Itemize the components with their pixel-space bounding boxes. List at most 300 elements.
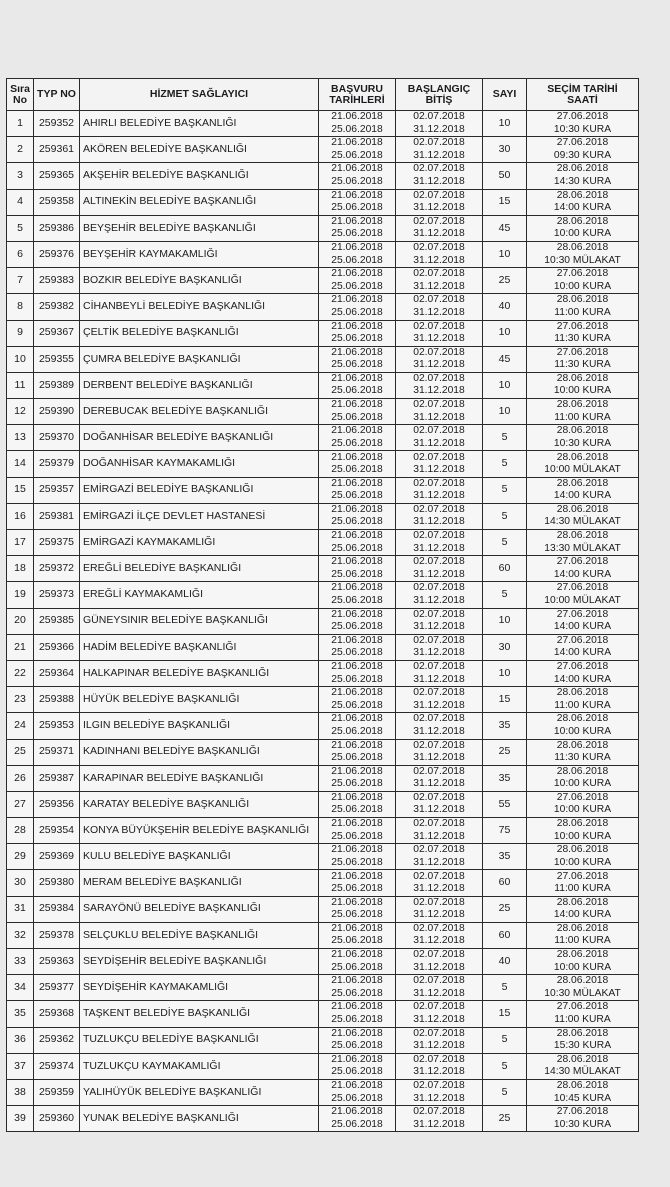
typ-number: 259367 xyxy=(34,320,80,346)
count: 10 xyxy=(483,399,527,425)
row-number: 24 xyxy=(7,713,34,739)
table-row xyxy=(7,582,639,608)
application-dates: 21.06.2018 25.06.2018 xyxy=(319,1001,396,1027)
typ-number: 259352 xyxy=(34,111,80,137)
provider-name: AKÖREN BELEDİYE BAŞKANLIĞI xyxy=(80,137,319,163)
row-number: 39 xyxy=(7,1106,34,1132)
provider-name: ALTINEKİN BELEDİYE BAŞKANLIĞI xyxy=(80,189,319,215)
row-number: 22 xyxy=(7,660,34,686)
selection-date-time: 27.06.2018 10:00 KURA xyxy=(527,268,639,294)
provider-name: CİHANBEYLİ BELEDİYE BAŞKANLIĞI xyxy=(80,294,319,320)
count: 10 xyxy=(483,608,527,634)
count: 5 xyxy=(483,975,527,1001)
count: 5 xyxy=(483,1079,527,1105)
selection-date-time: 27.06.2018 10:00 KURA xyxy=(527,791,639,817)
table-row xyxy=(7,556,639,582)
selection-date-time: 28.06.2018 11:00 KURA xyxy=(527,922,639,948)
selection-date-time: 28.06.2018 10:30 MÜLAKAT xyxy=(527,241,639,267)
application-dates: 21.06.2018 25.06.2018 xyxy=(319,582,396,608)
application-dates: 21.06.2018 25.06.2018 xyxy=(319,975,396,1001)
count: 30 xyxy=(483,634,527,660)
selection-date-time: 28.06.2018 11:30 KURA xyxy=(527,739,639,765)
start-end-dates: 02.07.2018 31.12.2018 xyxy=(396,922,483,948)
typ-number: 259384 xyxy=(34,896,80,922)
start-end-dates: 02.07.2018 31.12.2018 xyxy=(396,503,483,529)
table-row xyxy=(7,399,639,425)
typ-number: 259379 xyxy=(34,451,80,477)
count: 30 xyxy=(483,137,527,163)
start-end-dates: 02.07.2018 31.12.2018 xyxy=(396,818,483,844)
row-number: 38 xyxy=(7,1079,34,1105)
table-row xyxy=(7,294,639,320)
provider-name: BOZKIR BELEDİYE BAŞKANLIĞI xyxy=(80,268,319,294)
provider-name: GÜNEYSINIR BELEDİYE BAŞKANLIĞI xyxy=(80,608,319,634)
start-end-dates: 02.07.2018 31.12.2018 xyxy=(396,556,483,582)
selection-date-time: 28.06.2018 10:00 KURA xyxy=(527,765,639,791)
row-number: 20 xyxy=(7,608,34,634)
row-number: 7 xyxy=(7,268,34,294)
selection-date-time: 27.06.2018 14:00 KURA xyxy=(527,634,639,660)
row-number: 29 xyxy=(7,844,34,870)
start-end-dates: 02.07.2018 31.12.2018 xyxy=(396,215,483,241)
row-number: 18 xyxy=(7,556,34,582)
table-row xyxy=(7,189,639,215)
start-end-dates: 02.07.2018 31.12.2018 xyxy=(396,1027,483,1053)
col-basvuru-tarihleri: BAŞVURU TARİHLERİ xyxy=(319,79,396,111)
application-dates: 21.06.2018 25.06.2018 xyxy=(319,346,396,372)
selection-date-time: 27.06.2018 14:00 KURA xyxy=(527,660,639,686)
application-dates: 21.06.2018 25.06.2018 xyxy=(319,791,396,817)
table-row xyxy=(7,949,639,975)
table-row xyxy=(7,1106,639,1132)
row-number: 2 xyxy=(7,137,34,163)
table-row xyxy=(7,896,639,922)
application-dates: 21.06.2018 25.06.2018 xyxy=(319,818,396,844)
table-row xyxy=(7,765,639,791)
row-number: 19 xyxy=(7,582,34,608)
provider-name: AHIRLI BELEDİYE BAŞKANLIĞI xyxy=(80,111,319,137)
selection-date-time: 28.06.2018 10:00 MÜLAKAT xyxy=(527,451,639,477)
typ-number: 259366 xyxy=(34,634,80,660)
provider-name: TUZLUKÇU KAYMAKAMLIĞI xyxy=(80,1053,319,1079)
count: 5 xyxy=(483,1027,527,1053)
start-end-dates: 02.07.2018 31.12.2018 xyxy=(396,582,483,608)
row-number: 8 xyxy=(7,294,34,320)
application-dates: 21.06.2018 25.06.2018 xyxy=(319,1027,396,1053)
table-row xyxy=(7,425,639,451)
selection-date-time: 28.06.2018 14:30 MÜLAKAT xyxy=(527,1053,639,1079)
count: 35 xyxy=(483,844,527,870)
start-end-dates: 02.07.2018 31.12.2018 xyxy=(396,634,483,660)
selection-date-time: 28.06.2018 14:00 KURA xyxy=(527,477,639,503)
table-row xyxy=(7,844,639,870)
application-dates: 21.06.2018 25.06.2018 xyxy=(319,399,396,425)
provider-name: ÇELTİK BELEDİYE BAŞKANLIĞI xyxy=(80,320,319,346)
count: 25 xyxy=(483,739,527,765)
typ-number: 259354 xyxy=(34,818,80,844)
typ-number: 259376 xyxy=(34,241,80,267)
table-row xyxy=(7,111,639,137)
selection-date-time: 27.06.2018 10:30 KURA xyxy=(527,1106,639,1132)
start-end-dates: 02.07.2018 31.12.2018 xyxy=(396,1001,483,1027)
application-dates: 21.06.2018 25.06.2018 xyxy=(319,268,396,294)
start-end-dates: 02.07.2018 31.12.2018 xyxy=(396,399,483,425)
row-number: 25 xyxy=(7,739,34,765)
application-dates: 21.06.2018 25.06.2018 xyxy=(319,503,396,529)
provider-name: BEYŞEHİR BELEDİYE BAŞKANLIĞI xyxy=(80,215,319,241)
count: 25 xyxy=(483,896,527,922)
start-end-dates: 02.07.2018 31.12.2018 xyxy=(396,268,483,294)
table-row xyxy=(7,791,639,817)
count: 5 xyxy=(483,582,527,608)
row-number: 16 xyxy=(7,503,34,529)
count: 5 xyxy=(483,530,527,556)
col-typ-no: TYP NO xyxy=(34,79,80,111)
row-number: 17 xyxy=(7,530,34,556)
start-end-dates: 02.07.2018 31.12.2018 xyxy=(396,975,483,1001)
selection-date-time: 28.06.2018 15:30 KURA xyxy=(527,1027,639,1053)
table-row xyxy=(7,870,639,896)
start-end-dates: 02.07.2018 31.12.2018 xyxy=(396,163,483,189)
count: 5 xyxy=(483,425,527,451)
provider-name: EREĞLİ BELEDİYE BAŞKANLIĞI xyxy=(80,556,319,582)
start-end-dates: 02.07.2018 31.12.2018 xyxy=(396,791,483,817)
row-number: 36 xyxy=(7,1027,34,1053)
provider-name: KULU BELEDİYE BAŞKANLIĞI xyxy=(80,844,319,870)
typ-number: 259390 xyxy=(34,399,80,425)
selection-date-time: 28.06.2018 10:00 KURA xyxy=(527,215,639,241)
typ-number: 259368 xyxy=(34,1001,80,1027)
provider-name: HALKAPINAR BELEDİYE BAŞKANLIĞI xyxy=(80,660,319,686)
table-row xyxy=(7,975,639,1001)
application-dates: 21.06.2018 25.06.2018 xyxy=(319,530,396,556)
count: 25 xyxy=(483,1106,527,1132)
count: 60 xyxy=(483,556,527,582)
start-end-dates: 02.07.2018 31.12.2018 xyxy=(396,294,483,320)
start-end-dates: 02.07.2018 31.12.2018 xyxy=(396,1079,483,1105)
table-header xyxy=(7,79,639,111)
start-end-dates: 02.07.2018 31.12.2018 xyxy=(396,372,483,398)
typ-number: 259353 xyxy=(34,713,80,739)
application-dates: 21.06.2018 25.06.2018 xyxy=(319,870,396,896)
selection-date-time: 28.06.2018 10:00 KURA xyxy=(527,818,639,844)
typ-number: 259386 xyxy=(34,215,80,241)
table-row xyxy=(7,215,639,241)
count: 5 xyxy=(483,477,527,503)
selection-date-time: 28.06.2018 14:30 MÜLAKAT xyxy=(527,503,639,529)
row-number: 5 xyxy=(7,215,34,241)
selection-date-time: 28.06.2018 14:00 KURA xyxy=(527,896,639,922)
application-dates: 21.06.2018 25.06.2018 xyxy=(319,844,396,870)
col-hizmet-saglayici: HİZMET SAĞLAYICI xyxy=(80,79,319,111)
count: 25 xyxy=(483,268,527,294)
count: 10 xyxy=(483,372,527,398)
application-dates: 21.06.2018 25.06.2018 xyxy=(319,189,396,215)
typ-number: 259382 xyxy=(34,294,80,320)
selection-date-time: 28.06.2018 13:30 MÜLAKAT xyxy=(527,530,639,556)
selection-date-time: 28.06.2018 14:30 KURA xyxy=(527,163,639,189)
typ-number: 259359 xyxy=(34,1079,80,1105)
typ-number: 259383 xyxy=(34,268,80,294)
application-dates: 21.06.2018 25.06.2018 xyxy=(319,660,396,686)
start-end-dates: 02.07.2018 31.12.2018 xyxy=(396,844,483,870)
start-end-dates: 02.07.2018 31.12.2018 xyxy=(396,346,483,372)
application-dates: 21.06.2018 25.06.2018 xyxy=(319,634,396,660)
start-end-dates: 02.07.2018 31.12.2018 xyxy=(396,477,483,503)
selection-date-time: 28.06.2018 10:00 KURA xyxy=(527,372,639,398)
start-end-dates: 02.07.2018 31.12.2018 xyxy=(396,765,483,791)
start-end-dates: 02.07.2018 31.12.2018 xyxy=(396,870,483,896)
row-number: 1 xyxy=(7,111,34,137)
start-end-dates: 02.07.2018 31.12.2018 xyxy=(396,1106,483,1132)
count: 10 xyxy=(483,660,527,686)
count: 5 xyxy=(483,503,527,529)
count: 10 xyxy=(483,320,527,346)
application-dates: 21.06.2018 25.06.2018 xyxy=(319,922,396,948)
table-row xyxy=(7,137,639,163)
selection-date-time: 27.06.2018 11:30 KURA xyxy=(527,346,639,372)
col-sayi: SAYI xyxy=(483,79,527,111)
application-dates: 21.06.2018 25.06.2018 xyxy=(319,1053,396,1079)
typ-number: 259378 xyxy=(34,922,80,948)
provider-name: YALIHÜYÜK BELEDİYE BAŞKANLIĞI xyxy=(80,1079,319,1105)
count: 40 xyxy=(483,294,527,320)
table-row xyxy=(7,477,639,503)
table-row xyxy=(7,530,639,556)
typ-number: 259356 xyxy=(34,791,80,817)
count: 15 xyxy=(483,1001,527,1027)
provider-name: AKŞEHİR BELEDİYE BAŞKANLIĞI xyxy=(80,163,319,189)
selection-date-time: 27.06.2018 14:00 KURA xyxy=(527,556,639,582)
typ-number: 259373 xyxy=(34,582,80,608)
table-row xyxy=(7,1001,639,1027)
count: 55 xyxy=(483,791,527,817)
count: 35 xyxy=(483,713,527,739)
count: 15 xyxy=(483,189,527,215)
count: 35 xyxy=(483,765,527,791)
start-end-dates: 02.07.2018 31.12.2018 xyxy=(396,687,483,713)
application-dates: 21.06.2018 25.06.2018 xyxy=(319,687,396,713)
start-end-dates: 02.07.2018 31.12.2018 xyxy=(396,241,483,267)
provider-name: ÇUMRA BELEDİYE BAŞKANLIĞI xyxy=(80,346,319,372)
table-row xyxy=(7,346,639,372)
provider-name: BEYŞEHİR KAYMAKAMLIĞI xyxy=(80,241,319,267)
table-row xyxy=(7,818,639,844)
table-row xyxy=(7,163,639,189)
start-end-dates: 02.07.2018 31.12.2018 xyxy=(396,451,483,477)
typ-number: 259371 xyxy=(34,739,80,765)
row-number: 37 xyxy=(7,1053,34,1079)
provider-name: SARAYÖNÜ BELEDİYE BAŞKANLIĞI xyxy=(80,896,319,922)
selection-date-time: 28.06.2018 11:00 KURA xyxy=(527,399,639,425)
table-row xyxy=(7,922,639,948)
provider-name: ILGIN BELEDİYE BAŞKANLIĞI xyxy=(80,713,319,739)
provider-name: YUNAK BELEDİYE BAŞKANLIĞI xyxy=(80,1106,319,1132)
provider-name: DOĞANHİSAR KAYMAKAMLIĞI xyxy=(80,451,319,477)
count: 10 xyxy=(483,241,527,267)
application-dates: 21.06.2018 25.06.2018 xyxy=(319,556,396,582)
typ-number: 259377 xyxy=(34,975,80,1001)
selection-date-time: 27.06.2018 09:30 KURA xyxy=(527,137,639,163)
start-end-dates: 02.07.2018 31.12.2018 xyxy=(396,660,483,686)
provider-name: DERBENT BELEDİYE BAŞKANLIĞI xyxy=(80,372,319,398)
typ-number: 259360 xyxy=(34,1106,80,1132)
row-number: 13 xyxy=(7,425,34,451)
count: 75 xyxy=(483,818,527,844)
table-row xyxy=(7,1053,639,1079)
row-number: 4 xyxy=(7,189,34,215)
count: 5 xyxy=(483,1053,527,1079)
typ-number: 259381 xyxy=(34,503,80,529)
typ-number: 259389 xyxy=(34,372,80,398)
table-row xyxy=(7,320,639,346)
row-number: 31 xyxy=(7,896,34,922)
row-number: 3 xyxy=(7,163,34,189)
selection-date-time: 27.06.2018 10:00 MÜLAKAT xyxy=(527,582,639,608)
typ-number: 259369 xyxy=(34,844,80,870)
provider-name: KADINHANI BELEDİYE BAŞKANLIĞI xyxy=(80,739,319,765)
provider-name: SEYDİŞEHİR BELEDİYE BAŞKANLIĞI xyxy=(80,949,319,975)
start-end-dates: 02.07.2018 31.12.2018 xyxy=(396,137,483,163)
start-end-dates: 02.07.2018 31.12.2018 xyxy=(396,530,483,556)
start-end-dates: 02.07.2018 31.12.2018 xyxy=(396,189,483,215)
row-number: 12 xyxy=(7,399,34,425)
application-dates: 21.06.2018 25.06.2018 xyxy=(319,477,396,503)
count: 10 xyxy=(483,111,527,137)
count: 60 xyxy=(483,870,527,896)
application-dates: 21.06.2018 25.06.2018 xyxy=(319,739,396,765)
selection-date-time: 27.06.2018 11:00 KURA xyxy=(527,1001,639,1027)
row-number: 32 xyxy=(7,922,34,948)
row-number: 11 xyxy=(7,372,34,398)
provider-name: TAŞKENT BELEDİYE BAŞKANLIĞI xyxy=(80,1001,319,1027)
selection-date-time: 27.06.2018 10:30 KURA xyxy=(527,111,639,137)
row-number: 26 xyxy=(7,765,34,791)
application-dates: 21.06.2018 25.06.2018 xyxy=(319,320,396,346)
provider-name: TUZLUKÇU BELEDİYE BAŞKANLIĞI xyxy=(80,1027,319,1053)
selection-date-time: 28.06.2018 10:30 MÜLAKAT xyxy=(527,975,639,1001)
application-dates: 21.06.2018 25.06.2018 xyxy=(319,1106,396,1132)
row-number: 14 xyxy=(7,451,34,477)
selection-date-time: 28.06.2018 10:00 KURA xyxy=(527,949,639,975)
typ-number: 259387 xyxy=(34,765,80,791)
typ-number: 259355 xyxy=(34,346,80,372)
provider-name: EMİRGAZİ İLÇE DEVLET HASTANESİ xyxy=(80,503,319,529)
table-row xyxy=(7,687,639,713)
provider-name: DOĞANHİSAR BELEDİYE BAŞKANLIĞI xyxy=(80,425,319,451)
provider-name: KONYA BÜYÜKŞEHİR BELEDİYE BAŞKANLIĞI xyxy=(80,818,319,844)
table-row xyxy=(7,241,639,267)
start-end-dates: 02.07.2018 31.12.2018 xyxy=(396,608,483,634)
application-dates: 21.06.2018 25.06.2018 xyxy=(319,896,396,922)
row-number: 15 xyxy=(7,477,34,503)
col-sira-no: Sıra No xyxy=(7,79,34,111)
application-dates: 21.06.2018 25.06.2018 xyxy=(319,111,396,137)
count: 45 xyxy=(483,215,527,241)
provider-name: EMİRGAZİ KAYMAKAMLIĞI xyxy=(80,530,319,556)
typ-number: 259363 xyxy=(34,949,80,975)
start-end-dates: 02.07.2018 31.12.2018 xyxy=(396,320,483,346)
provider-name: DEREBUCAK BELEDİYE BAŞKANLIĞI xyxy=(80,399,319,425)
typ-number: 259357 xyxy=(34,477,80,503)
application-dates: 21.06.2018 25.06.2018 xyxy=(319,949,396,975)
row-number: 35 xyxy=(7,1001,34,1027)
row-number: 6 xyxy=(7,241,34,267)
row-number: 33 xyxy=(7,949,34,975)
table-row xyxy=(7,372,639,398)
table-row xyxy=(7,451,639,477)
start-end-dates: 02.07.2018 31.12.2018 xyxy=(396,111,483,137)
application-dates: 21.06.2018 25.06.2018 xyxy=(319,451,396,477)
table-row xyxy=(7,1027,639,1053)
count: 60 xyxy=(483,922,527,948)
provider-name: HADİM BELEDİYE BAŞKANLIĞI xyxy=(80,634,319,660)
table-row xyxy=(7,713,639,739)
selection-date-time: 28.06.2018 14:00 KURA xyxy=(527,189,639,215)
application-dates: 21.06.2018 25.06.2018 xyxy=(319,713,396,739)
application-dates: 21.06.2018 25.06.2018 xyxy=(319,608,396,634)
application-dates: 21.06.2018 25.06.2018 xyxy=(319,372,396,398)
selection-date-time: 27.06.2018 11:30 KURA xyxy=(527,320,639,346)
typ-number: 259364 xyxy=(34,660,80,686)
count: 15 xyxy=(483,687,527,713)
count: 5 xyxy=(483,451,527,477)
typ-number: 259375 xyxy=(34,530,80,556)
col-secim-tarihi-saati: SEÇİM TARİHİ SAATİ xyxy=(527,79,639,111)
provider-name: HÜYÜK BELEDİYE BAŞKANLIĞI xyxy=(80,687,319,713)
application-dates: 21.06.2018 25.06.2018 xyxy=(319,137,396,163)
typ-number: 259372 xyxy=(34,556,80,582)
table-row xyxy=(7,634,639,660)
selection-date-time: 27.06.2018 14:00 KURA xyxy=(527,608,639,634)
typ-number: 259374 xyxy=(34,1053,80,1079)
provider-name: EREĞLİ KAYMAKAMLIĞI xyxy=(80,582,319,608)
typ-number: 259380 xyxy=(34,870,80,896)
provider-name: KARAPINAR BELEDİYE BAŞKANLIĞI xyxy=(80,765,319,791)
typ-number: 259365 xyxy=(34,163,80,189)
row-number: 27 xyxy=(7,791,34,817)
table-row xyxy=(7,268,639,294)
provider-name: SELÇUKLU BELEDİYE BAŞKANLIĞI xyxy=(80,922,319,948)
selection-date-time: 28.06.2018 10:45 KURA xyxy=(527,1079,639,1105)
application-dates: 21.06.2018 25.06.2018 xyxy=(319,1079,396,1105)
count: 45 xyxy=(483,346,527,372)
row-number: 10 xyxy=(7,346,34,372)
typ-number: 259362 xyxy=(34,1027,80,1053)
table-row xyxy=(7,503,639,529)
table-row xyxy=(7,739,639,765)
selection-date-time: 28.06.2018 11:00 KURA xyxy=(527,687,639,713)
table-row xyxy=(7,660,639,686)
provider-table xyxy=(6,78,639,1132)
table-body xyxy=(7,111,639,1132)
table-row xyxy=(7,1079,639,1105)
provider-name: EMİRGAZİ BELEDİYE BAŞKANLIĞI xyxy=(80,477,319,503)
row-number: 34 xyxy=(7,975,34,1001)
typ-number: 259370 xyxy=(34,425,80,451)
application-dates: 21.06.2018 25.06.2018 xyxy=(319,215,396,241)
selection-date-time: 28.06.2018 10:30 KURA xyxy=(527,425,639,451)
row-number: 21 xyxy=(7,634,34,660)
start-end-dates: 02.07.2018 31.12.2018 xyxy=(396,949,483,975)
start-end-dates: 02.07.2018 31.12.2018 xyxy=(396,425,483,451)
selection-date-time: 27.06.2018 11:00 KURA xyxy=(527,870,639,896)
provider-name: KARATAY BELEDİYE BAŞKANLIĞI xyxy=(80,791,319,817)
provider-name: SEYDİŞEHİR KAYMAKAMLIĞI xyxy=(80,975,319,1001)
start-end-dates: 02.07.2018 31.12.2018 xyxy=(396,713,483,739)
start-end-dates: 02.07.2018 31.12.2018 xyxy=(396,739,483,765)
application-dates: 21.06.2018 25.06.2018 xyxy=(319,425,396,451)
